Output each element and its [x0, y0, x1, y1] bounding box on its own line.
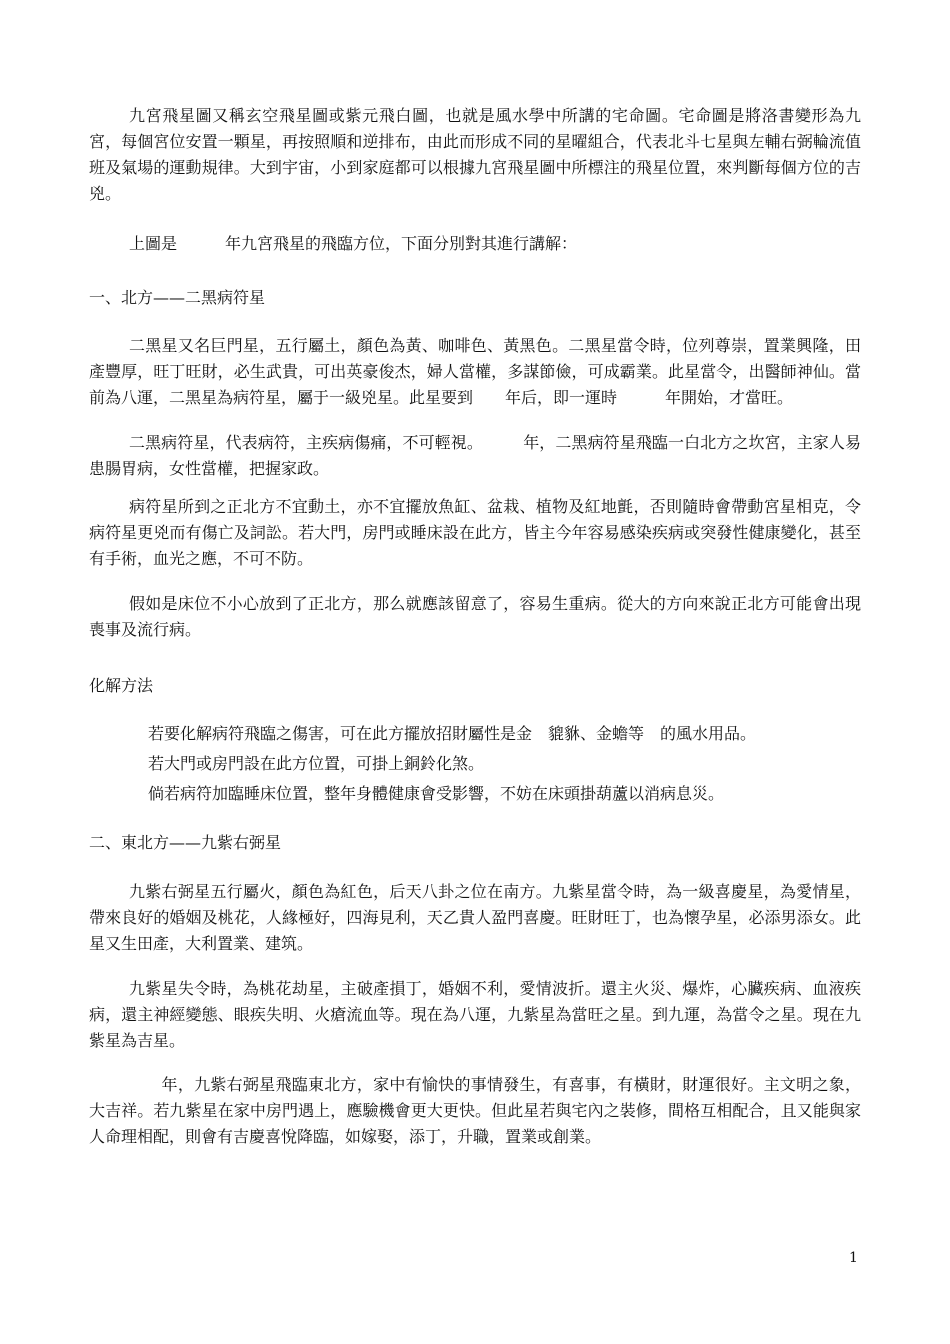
- intro-paragraph-2: 上圖是 年九宮飛星的飛臨方位，下面分別對其進行講解：: [129, 234, 578, 253]
- heading-remedy: 化解方法: [89, 676, 154, 695]
- page-number: 1: [849, 1250, 858, 1266]
- north-paragraph-1: 二黑星又名巨門星，五行屬土，顏色為黃、咖啡色、黃黑色。二黑星當令時，位列尊崇，置業興隆，田產豐厚，旺丁旺財，必生武貴，可出英豪俊杰，婦人當權，多謀節儉，可成霸業。此星當令，出醫師神仙。當前為八運，二黑星為病符星，屬于一級兇星。此星要到 年后，即一運時 年開始，才當旺。: [89, 336, 861, 407]
- north-paragraph-3: 病符星所到之正北方不宜動土，亦不宜擺放魚缸、盆栽、植物及紅地氈，否則隨時會帶動宮星相克，令病符星更兇而有傷亡及詞訟。若大門，房門或睡床設在此方，皆主今年容易感染疾病或突發性健康變化，甚至有手術，血光之應，不可不防。: [89, 497, 861, 568]
- remedy-item: 倘若病符加臨睡床位置，整年身體健康會受影響，不妨在床頭掛葫蘆以消病息災。: [148, 784, 725, 803]
- northeast-paragraph-1: 九紫右弼星五行屬火，顏色為紅色，后天八卦之位在南方。九紫星當令時，為一級喜慶星，為愛情星，帶來良好的婚姻及桃花，人緣極好，四海見利，天乙貴人盈門喜慶。旺財旺丁，也為懷孕星，必添男添女。此星又生田產，大利置業、建筑。: [89, 882, 861, 953]
- northeast-paragraph-3: 年，九紫右弼星飛臨東北方，家中有愉快的事情發生，有喜事，有橫財，財運很好。主文明之象，大吉祥。若九紫星在家中房門遇上，應驗機會更大更快。但此星若與宅內之裝修，間格互相配合，且又能與家人命理相配，則會有吉慶喜悅降臨，如嫁娶，添丁，升職，置業或創業。: [89, 1075, 861, 1146]
- remedy-item: 若要化解病符飛臨之傷害，可在此方擺放招財屬性是金 貔貅、金蟾等 的風水用品。: [148, 724, 757, 743]
- remedy-item: 若大門或房門設在此方位置，可掛上銅鈴化煞。: [148, 754, 485, 773]
- north-paragraph-4: 假如是床位不小心放到了正北方，那么就應該留意了，容易生重病。從大的方向來說正北方可能會出現喪事及流行病。: [89, 594, 861, 639]
- northeast-paragraph-2: 九紫星失令時，為桃花劫星，主破產損丁，婚姻不利，愛情波折。還主火災、爆炸，心臟疾病、血液疾病，還主神經變態、眼疾失明、火瘡流血等。現在為八運，九紫星為當旺之星。到九運，為當令之星。現在九紫星為吉星。: [89, 979, 861, 1050]
- heading-northeast: 二、東北方——九紫右弼星: [89, 833, 282, 852]
- north-paragraph-2: 二黑病符星，代表病符，主疾病傷痛，不可輕視。 年，二黑病符星飛臨一白北方之坎宮，主家人易患腸胃病，女性當權，把握家政。: [89, 433, 861, 478]
- heading-north: 一、北方——二黑病符星: [89, 288, 266, 307]
- intro-paragraph: 九宮飛星圖又稱玄空飛星圖或紫元飛白圖，也就是風水學中所講的宅命圖。宅命圖是將洛書變形為九宮，每個宮位安置一顆星，再按照順和逆排布，由此而形成不同的星曜組合，代表北斗七星與左輔右弼輪流值班及氣場的運動規律。大到宇宙，小到家庭都可以根據九宮飛星圖中所標注的飛星位置，來判斷每個方位的吉兇。: [89, 106, 861, 203]
